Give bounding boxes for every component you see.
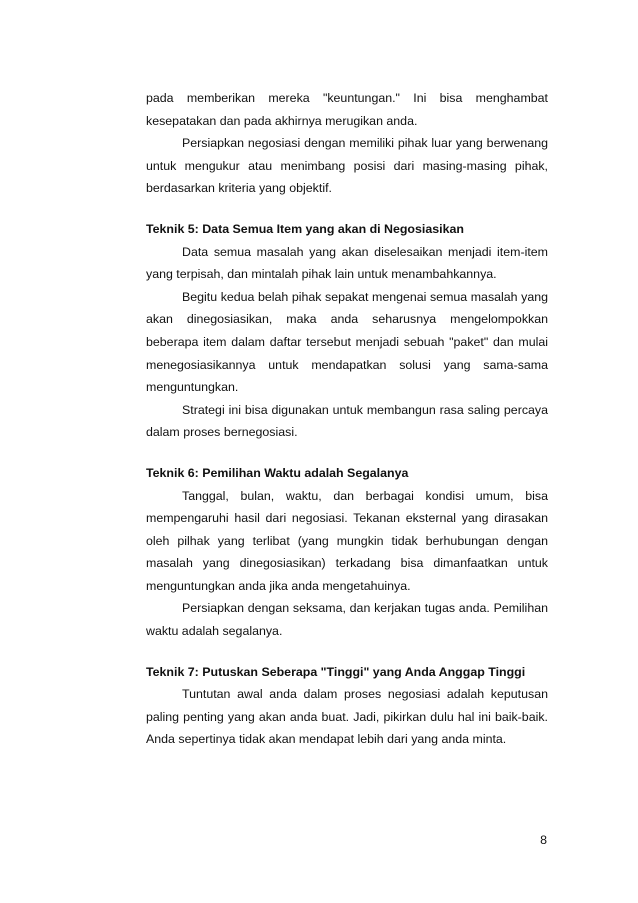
page-body — [146, 87, 548, 751]
paragraph: Begitu kedua belah pihak sepakat mengenai semua masalah yang akan dinegosiasikan, maka anda seharusnya mengelompokkan beberapa item dalam daftar tersebut menjadi sebuah "paket" dan mulai menegosiasikannya untuk mendapatkan solusi yang sama-sama menguntungkan. — [146, 289, 548, 395]
section-heading: Teknik 6: Pemilihan Waktu adalah Segalanya — [146, 465, 409, 480]
section-teknik-6 — [146, 462, 548, 643]
page-number: 8 — [540, 833, 547, 847]
paragraph-continuation: pada memberikan mereka "keuntungan." Ini bisa menghambat kesepatakan dan pada akhirnya merugikan anda. — [146, 91, 548, 128]
paragraph: Strategi ini bisa digunakan untuk membangun rasa saling percaya dalam proses bernegosiasi. — [146, 402, 548, 440]
paragraph: Persiapkan negosiasi dengan memiliki pihak luar yang berwenang untuk mengukur atau menimbang posisi dari masing-masing pihak, berdasarkan kriteria yang objektif. — [146, 136, 548, 196]
section-teknik-7 — [146, 661, 548, 751]
section-heading: Teknik 7: Putuskan Seberapa "Tinggi" yang Anda Anggap Tinggi — [146, 664, 526, 679]
paragraph: Tuntutan awal anda dalam proses negosiasi adalah keputusan paling penting yang akan anda buat. Jadi, pikirkan dulu hal ini baik-baik. Anda sepertinya tidak akan mendapat lebih dari yang anda minta. — [146, 687, 548, 747]
paragraph: Tanggal, bulan, waktu, dan berbagai kondisi umum, bisa mempengaruhi hasil dari negosiasi. Tekanan eksternal yang dirasakan oleh pilhak yang terlibat (yang mungkin tidak berhubungan dengan masalah yang dinegosiasikan) terkadang bisa dimanfaatkan untuk menguntungkan anda jika anda mengetahuinya. — [146, 488, 548, 593]
section-teknik-5 — [146, 218, 548, 444]
paragraph: Data semua masalah yang akan diselesaikan menjadi item-item yang terpisah, dan mintalah pihak lain untuk menambahkannya. — [146, 244, 548, 282]
paragraph: Persiapkan dengan seksama, dan kerjakan tugas anda. Pemilihan waktu adalah segalanya. — [146, 601, 548, 639]
section-heading: Teknik 5: Data Semua Item yang akan di Negosiasikan — [146, 221, 464, 236]
